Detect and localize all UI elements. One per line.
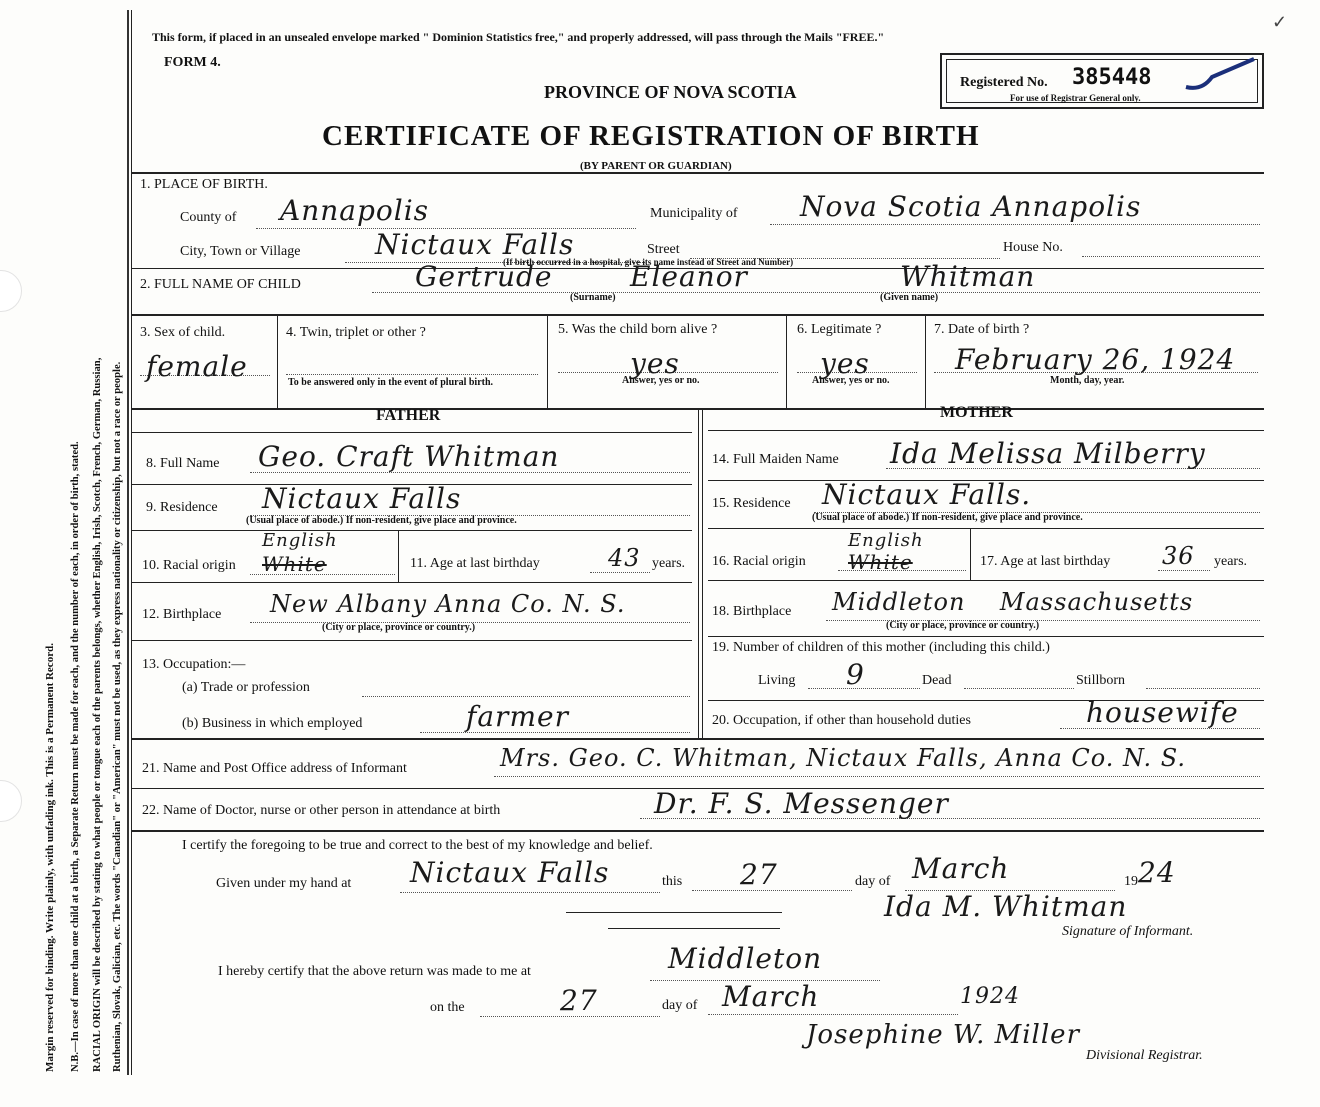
- legitimate-value: yes: [820, 347, 870, 380]
- informant-signature: Ida M. Whitman: [884, 890, 1128, 923]
- registered-number: 385448: [1072, 65, 1152, 90]
- trade-line: [362, 696, 690, 697]
- rule: [277, 314, 278, 408]
- given-label: Given under my hand at: [216, 876, 352, 891]
- mother-birthplace-value: Middleton Massachusetts: [832, 588, 1194, 616]
- children-label: 19. Number of children of this mother (including this child.): [712, 640, 1050, 655]
- registration-box: [940, 53, 1264, 109]
- punch-hole: [0, 780, 22, 822]
- twin-note: To be answered only in the event of plural birth.: [288, 377, 494, 388]
- rule: [708, 580, 1264, 581]
- living-label: Living: [758, 673, 796, 688]
- rule: [708, 528, 1264, 529]
- pen-check-mark: [1182, 57, 1262, 97]
- twin-label: 4. Twin, triplet or other ?: [286, 325, 426, 340]
- mother-occupation-value: housewife: [1086, 696, 1239, 729]
- side-note-nb: N.B.—In case of more than one child at a birth, a Separate Return must be made for each, and the number of each, in order of birth, stated.: [70, 441, 81, 1072]
- signature-label: Signature of Informant.: [1062, 924, 1194, 939]
- rule: [398, 530, 399, 582]
- dob-label: 7. Date of birth ?: [934, 322, 1030, 337]
- informant-line: [494, 776, 1260, 777]
- side-note-racial-2: Ruthenian, Slovak, Galician, etc. The words "Canadian" or "American" must not be used, as they express nationality or citizenship, but not a race or people.: [112, 361, 123, 1072]
- father-heading: FATHER: [376, 407, 441, 424]
- child-name-3: Whitman: [900, 260, 1036, 293]
- father-name-value: Geo. Craft Whitman: [258, 440, 560, 473]
- year-prefix: 19: [1124, 874, 1138, 889]
- registrar-signature: Josephine W. Miller: [806, 1020, 1080, 1050]
- street-label: Street: [647, 242, 680, 257]
- given-place-line: [400, 892, 660, 893]
- page-subtitle: (BY PARENT OR GUARDIAN): [580, 160, 732, 172]
- father-residence-label: 9. Residence: [146, 500, 218, 515]
- stillborn-label: Stillborn: [1076, 673, 1126, 688]
- rule: [566, 912, 782, 913]
- mother-occupation-label: 20. Occupation, if other than household duties: [712, 713, 971, 728]
- legitimate-note: Answer, yes or no.: [812, 375, 890, 386]
- punch-hole: [0, 270, 22, 312]
- side-note-margin: Margin reserved for binding. Write plainly, with unfading ink. This is a Permanent Record.: [44, 643, 56, 1072]
- child-name-label: 2. FULL NAME OF CHILD: [140, 277, 301, 292]
- mother-name-label: 14. Full Maiden Name: [712, 452, 839, 467]
- rule: [132, 432, 692, 433]
- mother-race-struck: White: [848, 550, 913, 574]
- rule: [708, 430, 1264, 431]
- mother-age-value: 36: [1162, 542, 1195, 570]
- father-age-line: [590, 572, 650, 573]
- rule: [132, 530, 692, 531]
- margin-line: [131, 10, 132, 1075]
- side-note-racial-1: RACIAL ORIGIN will be described by stating to what people or tongue each of the parents belongs, whether English, Irish, Scotch, French, German, Russian,: [92, 357, 103, 1072]
- province-heading: PROVINCE OF NOVA SCOTIA: [544, 82, 797, 102]
- cert-day: 27: [740, 858, 778, 891]
- registrar-day-of-label: day of: [662, 998, 698, 1013]
- rule: [925, 314, 926, 408]
- rule: [132, 640, 692, 641]
- mother-race-label: 16. Racial origin: [712, 554, 806, 569]
- registrar-year: 1924: [960, 984, 1020, 1009]
- this-label: this: [662, 874, 683, 889]
- business-value: farmer: [466, 700, 569, 733]
- rule: [132, 830, 1264, 832]
- margin-line: [127, 10, 129, 1075]
- cert-year: 24: [1138, 856, 1176, 889]
- given-name-note: (Given name): [880, 292, 939, 303]
- registrar-day: 27: [560, 984, 598, 1017]
- dob-note: Month, day, year.: [1050, 375, 1125, 386]
- city-value: Nictaux Falls: [375, 228, 575, 261]
- father-residence-value: Nictaux Falls: [262, 482, 462, 515]
- mother-birthplace-note: (City or place, province or country.): [886, 620, 1040, 631]
- alive-label: 5. Was the child born alive ?: [558, 322, 718, 337]
- rule: [698, 408, 699, 738]
- rule: [547, 314, 548, 408]
- registrar-place: Middleton: [668, 942, 823, 975]
- mother-years-label: years.: [1214, 554, 1248, 569]
- father-age-value: 43: [608, 544, 641, 572]
- child-name-2: Eleanor: [630, 260, 748, 293]
- father-birthplace-label: 12. Birthplace: [142, 607, 222, 622]
- sex-label: 3. Sex of child.: [140, 325, 226, 340]
- on-the-label: on the: [430, 1000, 465, 1015]
- house-line: [1082, 256, 1260, 257]
- rule: [608, 928, 780, 929]
- father-race-value: English: [262, 530, 338, 551]
- father-age-label: 11. Age at last birthday: [410, 556, 540, 571]
- cert-month: March: [912, 852, 1010, 885]
- house-label: House No.: [1003, 240, 1063, 255]
- rule: [132, 314, 1264, 316]
- father-residence-note: (Usual place of abode.) If non-resident, give place and province.: [246, 515, 517, 526]
- rule: [132, 582, 692, 583]
- mother-residence-value: Nictaux Falls.: [822, 478, 1032, 511]
- dead-line: [964, 688, 1074, 689]
- place-heading: 1. PLACE OF BIRTH.: [140, 177, 268, 192]
- county-value: Annapolis: [280, 194, 430, 227]
- mother-residence-label: 15. Residence: [712, 496, 791, 511]
- rule: [702, 408, 703, 738]
- child-name-1: Gertrude: [415, 260, 553, 293]
- municipality-value: Nova Scotia Annapolis: [800, 190, 1142, 223]
- county-label: County of: [180, 210, 237, 225]
- informant-label: 21. Name and Post Office address of Informant: [142, 761, 407, 776]
- rule: [970, 528, 971, 580]
- registrar-month: March: [722, 980, 820, 1013]
- mother-age-label: 17. Age at last birthday: [980, 554, 1111, 569]
- rule: [786, 314, 787, 408]
- form-number: FORM 4.: [164, 55, 221, 70]
- sex-value: female: [146, 350, 248, 383]
- trade-label: (a) Trade or profession: [182, 680, 310, 695]
- given-place-value: Nictaux Falls: [410, 856, 610, 889]
- father-birthplace-value: New Albany Anna Co. N. S.: [270, 590, 626, 618]
- father-name-label: 8. Full Name: [146, 456, 220, 471]
- mother-age-line: [1158, 570, 1210, 571]
- city-label: City, Town or Village: [180, 244, 301, 259]
- registrar-statement: I hereby certify that the above return was made to me at: [218, 964, 531, 979]
- surname-note: (Surname): [570, 292, 616, 303]
- municipality-label: Municipality of: [650, 206, 738, 221]
- occupation-label: 13. Occupation:—: [142, 657, 246, 672]
- rule: [132, 172, 1264, 174]
- father-race-label: 10. Racial origin: [142, 558, 236, 573]
- street-note: (If birth occurred in a hospital, give its name instead of Street and Number): [503, 257, 794, 267]
- alive-note: Answer, yes or no.: [622, 375, 700, 386]
- check-mark: ✓: [1272, 12, 1288, 32]
- business-label: (b) Business in which employed: [182, 716, 363, 731]
- legitimate-label: 6. Legitimate ?: [797, 322, 882, 337]
- registrar-note: For use of Registrar General only.: [1010, 93, 1141, 103]
- mother-name-value: Ida Melissa Milberry: [890, 437, 1206, 470]
- registrar-month-line: [708, 1014, 958, 1015]
- alive-value: yes: [630, 347, 680, 380]
- father-birthplace-note: (City or place, province or country.): [322, 622, 476, 633]
- rule: [708, 636, 1264, 637]
- day-of-label: day of: [855, 874, 891, 889]
- mail-notice: This form, if placed in an unsealed envelope marked " Dominion Statistics free," and properly addressed, will pass through the Mails "FREE.": [152, 30, 885, 44]
- living-value: 9: [846, 658, 865, 691]
- mother-race-value: English: [848, 530, 924, 551]
- mother-birthplace-label: 18. Birthplace: [712, 604, 792, 619]
- father-years-label: years.: [652, 556, 686, 571]
- registered-label: Registered No.: [960, 75, 1048, 90]
- page-title: CERTIFICATE OF REGISTRATION OF BIRTH: [322, 120, 980, 152]
- dob-value: February 26, 1924: [955, 343, 1236, 376]
- registrar-role: Divisional Registrar.: [1086, 1048, 1203, 1063]
- dead-label: Dead: [922, 673, 952, 688]
- father-race-struck: White: [262, 552, 327, 576]
- twin-line: [286, 374, 538, 375]
- doctor-label: 22. Name of Doctor, nurse or other person in attendance at birth: [142, 803, 501, 818]
- rule: [132, 738, 1264, 740]
- informant-value: Mrs. Geo. C. Whitman, Nictaux Falls, Anna Co. N. S.: [500, 744, 1186, 772]
- mother-heading: MOTHER: [940, 404, 1013, 421]
- cert-statement: I certify the foregoing to be true and correct to the best of my knowledge and belief.: [182, 838, 653, 853]
- stillborn-line: [1146, 688, 1260, 689]
- mother-residence-note: (Usual place of abode.) If non-resident, give place and province.: [812, 512, 1083, 523]
- municipality-line: [770, 224, 1260, 225]
- doctor-value: Dr. F. S. Messenger: [654, 787, 949, 820]
